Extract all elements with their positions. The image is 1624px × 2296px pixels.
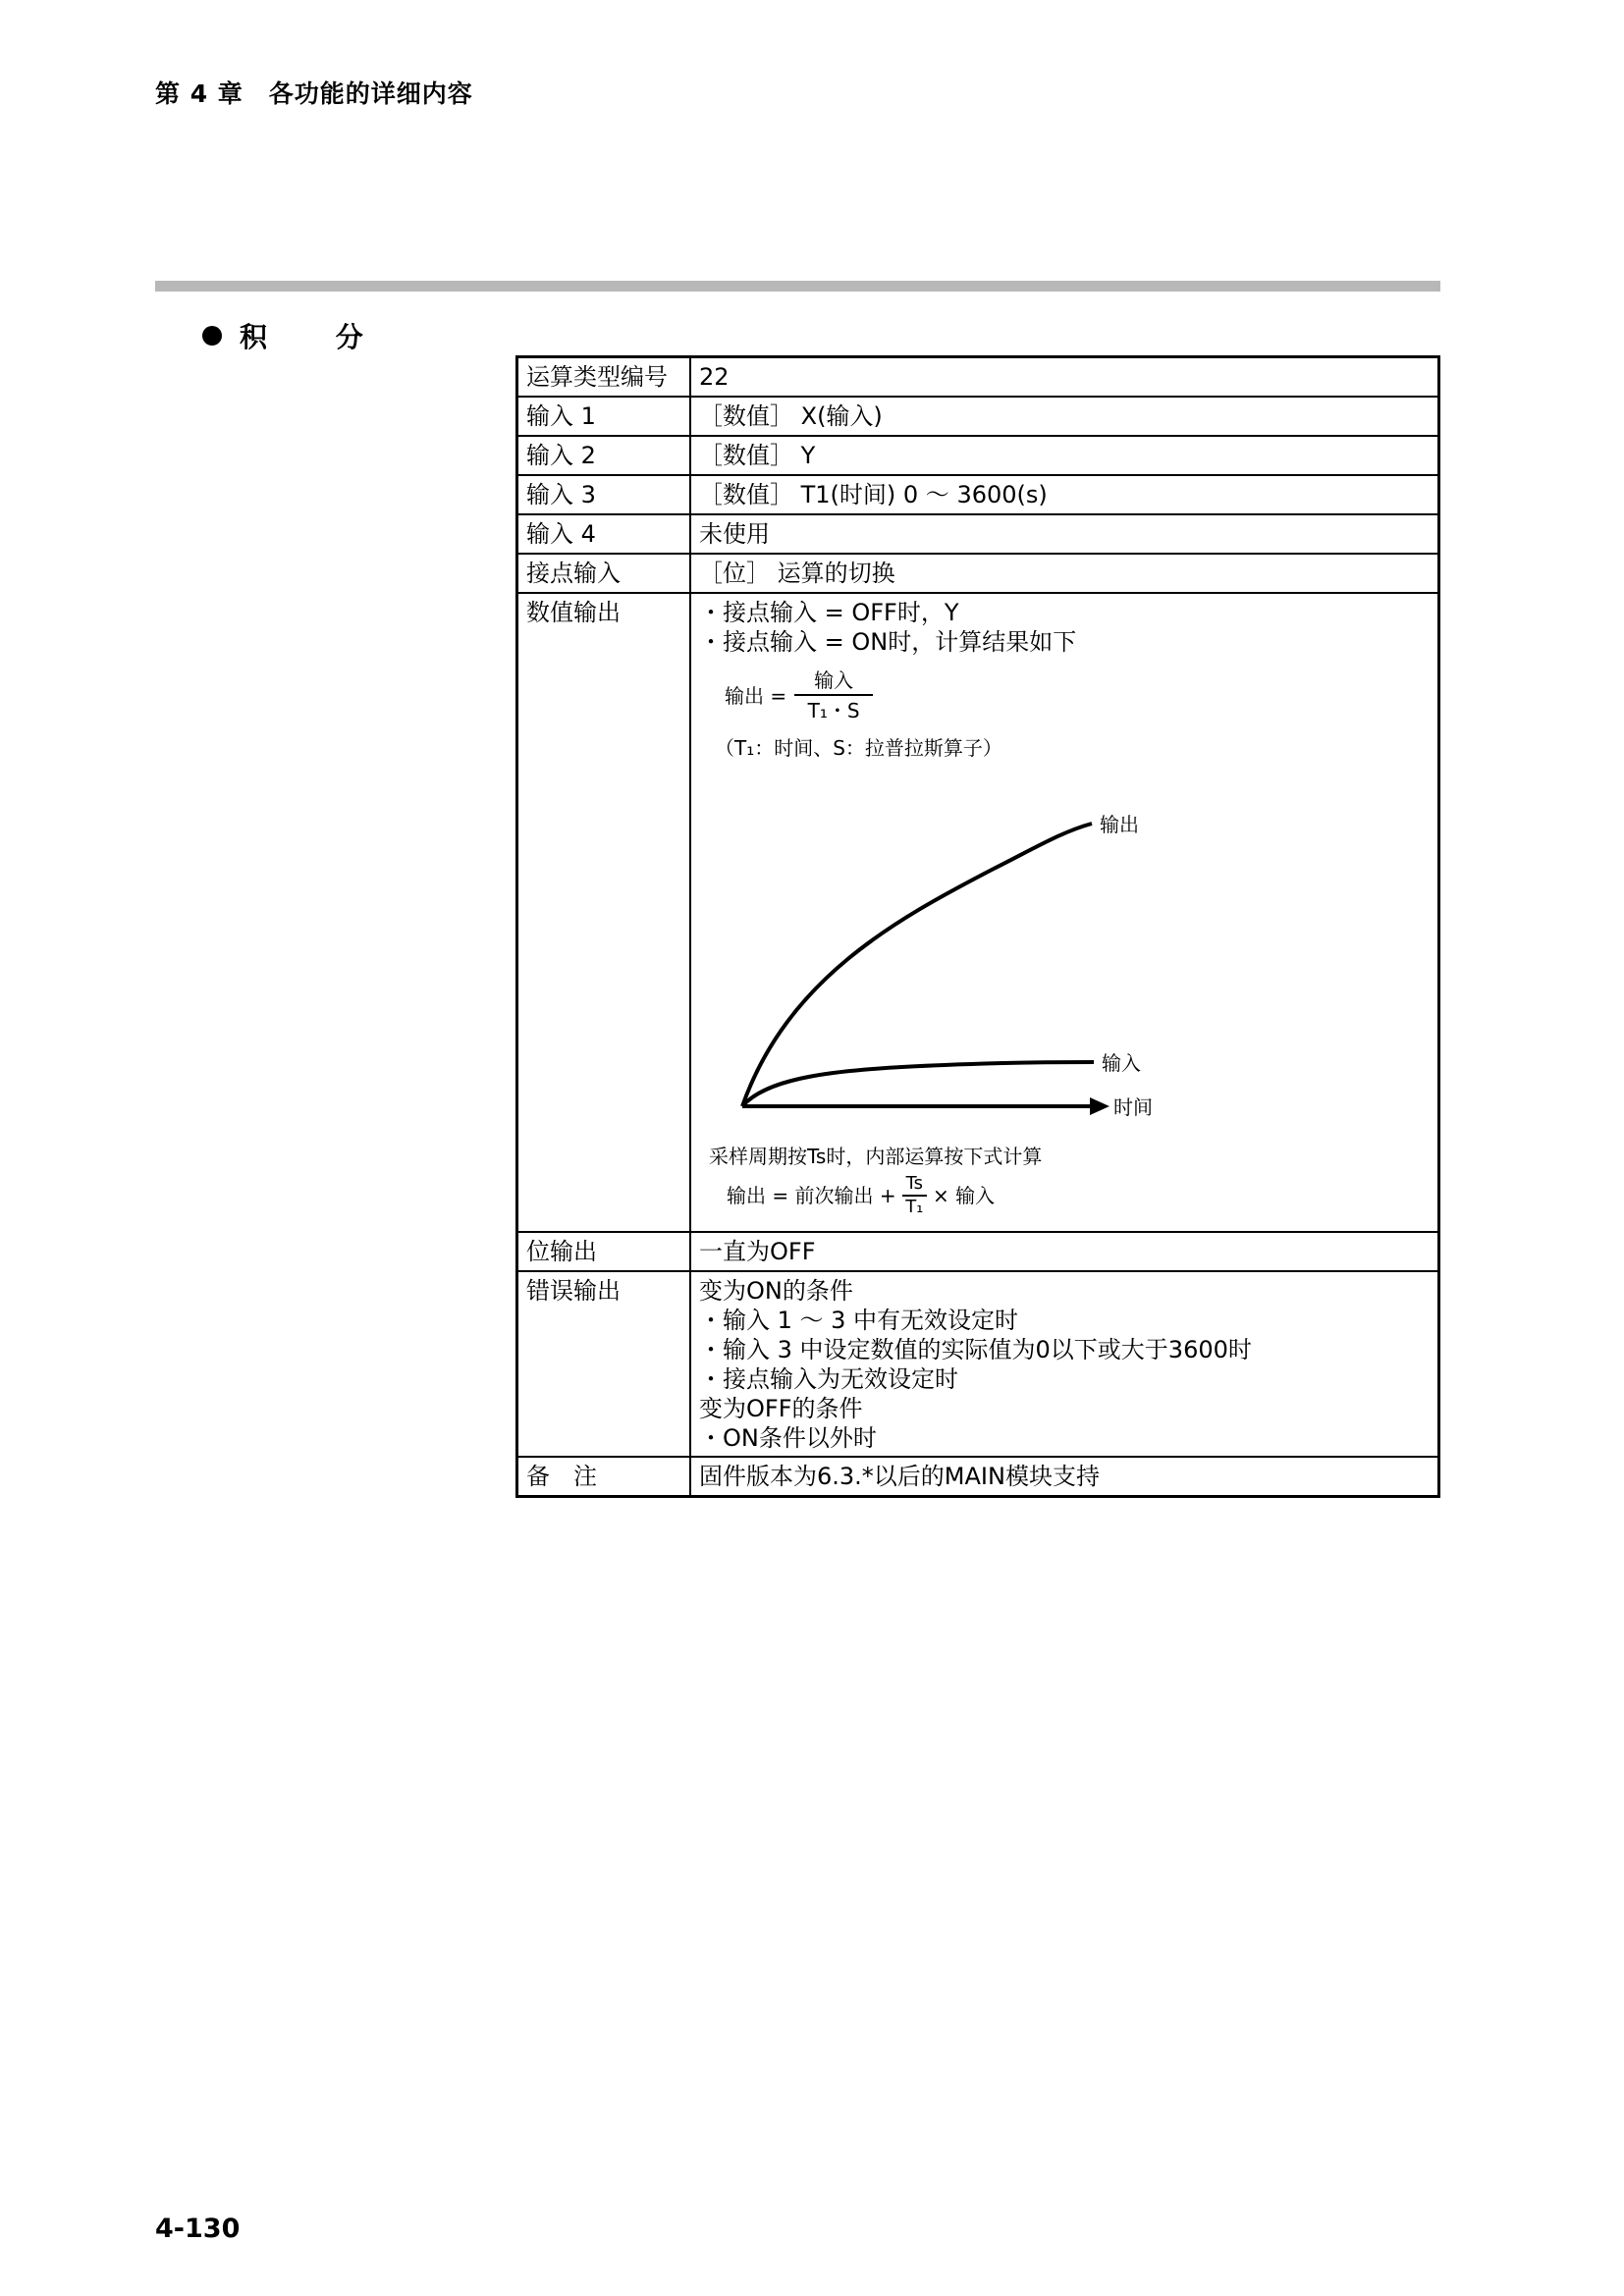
- table-row: [517, 397, 1439, 436]
- formula2-numerator: Ts: [902, 1173, 927, 1197]
- row-label: 错误输出: [517, 1271, 691, 1457]
- row-label: 输入 4: [517, 514, 691, 554]
- time-axis-arrow-icon: [1090, 1097, 1110, 1115]
- row-label: 位输出: [517, 1232, 691, 1271]
- section-heading: [202, 316, 393, 355]
- chapter-title: 第 4 章 各功能的详细内容: [155, 80, 473, 108]
- row-label: 输入 1: [517, 397, 691, 436]
- graph-label-time: 时间: [1113, 1095, 1153, 1119]
- error-line: ・ON条件以外时: [699, 1424, 877, 1452]
- bullet-line: ・接点输入 = ON时，计算结果如下: [699, 628, 1077, 656]
- formula2-fraction: [902, 1173, 927, 1218]
- error-line: ・接点输入为无效设定时: [699, 1365, 958, 1393]
- sampling-description: 采样周期按Ts时，内部运算按下式计算: [709, 1145, 1043, 1168]
- row-value-numeric-output: [690, 593, 1439, 1232]
- discrete-formula: [727, 1173, 1430, 1218]
- formula-denominator: T₁・S: [807, 699, 860, 722]
- error-line: ・输入 1 ～ 3 中有无效设定时: [699, 1307, 1019, 1334]
- table-row: [517, 357, 1439, 398]
- row-label: 输入 2: [517, 436, 691, 475]
- formula2-rhs: × 输入: [933, 1184, 996, 1207]
- row-value: ［数值］ T1(时间) 0 ～ 3600(s): [690, 475, 1439, 514]
- table-row: [517, 554, 1439, 593]
- formula-lhs: 输出 =: [725, 684, 787, 708]
- graph-label-output: 输出: [1100, 813, 1139, 836]
- error-line: ・输入 3 中设定数值的实际值为0以下或大于3600时: [699, 1336, 1252, 1363]
- graph-label-input: 输入: [1102, 1051, 1141, 1075]
- bullet-line: ・接点输入 = OFF时，Y: [699, 599, 959, 626]
- transfer-function-formula: [725, 667, 1430, 725]
- input-curve: [742, 1062, 1094, 1106]
- error-line: 变为ON的条件: [699, 1277, 853, 1305]
- row-value: 22: [690, 357, 1439, 398]
- row-label: 备 注: [517, 1457, 691, 1497]
- numeric-output-bullets: [699, 598, 1430, 657]
- table-row-numeric-output: [517, 593, 1439, 1232]
- bullet-dot-icon: [202, 326, 222, 346]
- formula-fraction: [794, 667, 873, 725]
- row-value: ［数值］ X(输入): [690, 397, 1439, 436]
- row-value-error-output: [690, 1271, 1439, 1457]
- section-divider: [155, 281, 1440, 292]
- row-label: 接点输入: [517, 554, 691, 593]
- error-line: 变为OFF的条件: [699, 1395, 863, 1422]
- table-row: [517, 475, 1439, 514]
- formula2-lhs: 输出 = 前次输出 +: [727, 1184, 896, 1207]
- row-value: 未使用: [690, 514, 1439, 554]
- formula2-denominator: T₁: [905, 1197, 924, 1217]
- formula-note: （T₁：时间、S：拉普拉斯算子）: [715, 736, 1002, 760]
- row-label: 输入 3: [517, 475, 691, 514]
- row-value: 一直为OFF: [690, 1232, 1439, 1271]
- page-number: 4-130: [155, 2214, 241, 2244]
- row-label: 运算类型编号: [517, 357, 691, 398]
- row-value: ［数值］ Y: [690, 436, 1439, 475]
- table-row: [517, 436, 1439, 475]
- integration-response-graph: [699, 763, 1219, 1136]
- row-value: 固件版本为6.3.*以后的MAIN模块支持: [690, 1457, 1439, 1497]
- formula-numerator: 输入: [794, 667, 873, 696]
- table-row: [517, 514, 1439, 554]
- table-row-error-output: [517, 1271, 1439, 1457]
- row-label: 数值输出: [517, 593, 691, 1232]
- table-row-bit-output: [517, 1232, 1439, 1271]
- row-value: ［位］ 运算的切换: [690, 554, 1439, 593]
- section-title: 积 分: [240, 321, 393, 353]
- table-row-remarks: [517, 1457, 1439, 1497]
- function-spec-table: [515, 355, 1440, 1498]
